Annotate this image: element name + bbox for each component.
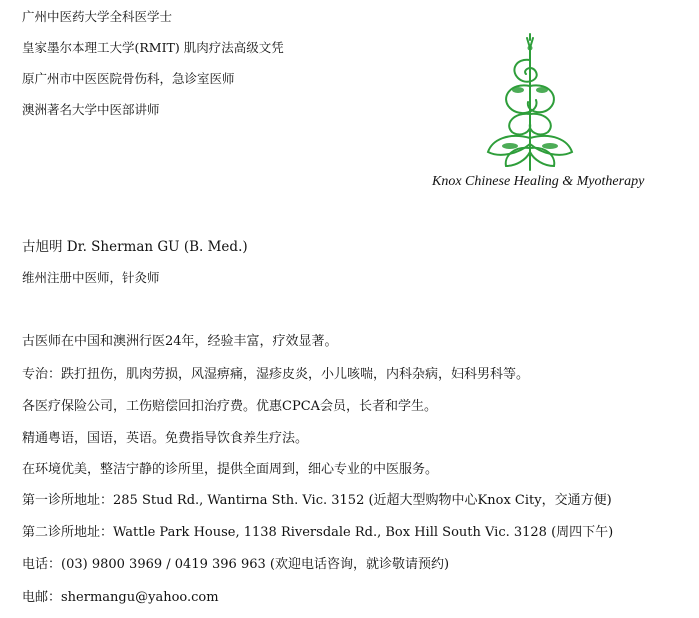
credential-line-2: 皇家墨尔本理工大学(RMIT) 肌肉疗法高级文凭 bbox=[22, 40, 284, 55]
email-line bbox=[22, 589, 219, 607]
phone-value: (03) 9800 3969 / 0419 396 963 (欢迎电话咨询，就诊敬请预约) bbox=[61, 557, 450, 572]
clinic-address-2 bbox=[22, 524, 613, 542]
clinic-address-2-value: Wattle Park House, 1138 Riversdale Rd., Box Hill South Vic. 3128 (周四下午) bbox=[113, 525, 614, 540]
info-line-3: 各医疗保险公司，工伤赔偿回扣治疗费。优惠CPCA会员，长者和学生。 bbox=[22, 399, 438, 414]
clinic-name: Knox Chinese Healing & Myotherapy bbox=[432, 174, 645, 189]
clinic-address-1-value: 285 Stud Rd., Wantirna Sth. Vic. 3152 (近超大型购物中心Knox City，交通方便) bbox=[113, 493, 612, 508]
clinic-address-1-label: 第一诊所地址： bbox=[22, 493, 114, 508]
credential-line-3: 原广州市中医医院骨伤科，急诊室医师 bbox=[22, 71, 235, 86]
phone-label: 电话： bbox=[22, 557, 62, 572]
credential-line-1: 广州中医药大学全科医学士 bbox=[22, 9, 173, 24]
info-line-1: 古医师在中国和澳洲行医24年，经验丰富，疗效显著。 bbox=[22, 334, 338, 349]
clinic-address-2-label: 第二诊所地址： bbox=[22, 525, 114, 540]
email-label: 电邮： bbox=[22, 590, 62, 605]
phone-line bbox=[22, 556, 449, 574]
info-line-4: 精通粤语，国语，英语。免费指导饮食养生疗法。 bbox=[22, 431, 309, 446]
email-link[interactable]: shermangu@yahoo.com bbox=[61, 590, 219, 605]
clinic-address-1 bbox=[22, 492, 612, 510]
clinic-logo bbox=[470, 28, 590, 174]
info-line-5: 在环境优美，整洁宁静的诊所里，提供全面周到，细心专业的中医服务。 bbox=[22, 462, 439, 477]
doctor-name: 古旭明 Dr. Sherman GU (B. Med.) bbox=[22, 239, 248, 255]
doctor-title: 维州注册中医师，针灸师 bbox=[22, 270, 160, 285]
info-line-2: 专治：跌打扭伤，肌肉劳损，风湿痹痛，湿疹皮炎，小儿咳喘，内科杂病，妇科男科等。 bbox=[22, 367, 530, 382]
credential-line-4: 澳洲著名大学中医部讲师 bbox=[22, 102, 160, 117]
